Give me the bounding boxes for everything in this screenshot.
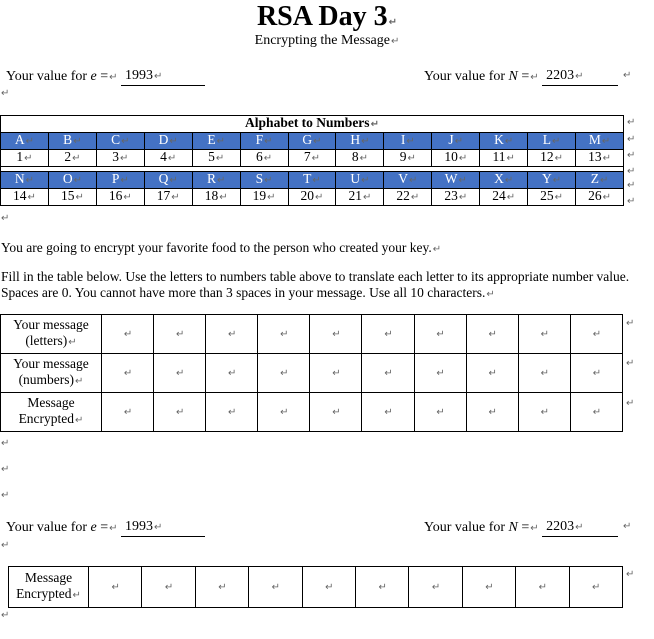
paragraph-mark: ↵ [264, 136, 273, 147]
alphabet-numbers-row-1 [1, 150, 624, 167]
alphabet-number-cell: 10↵ [432, 150, 480, 167]
encrypted-input-cell[interactable] [195, 567, 248, 608]
alphabet-letter-cell: V↵ [384, 172, 432, 189]
paragraph-mark: ↵ [626, 569, 635, 580]
paragraph-mark: ↵ [458, 175, 467, 186]
paragraph-mark: ↵ [264, 175, 273, 186]
paragraph-mark: ↵ [123, 192, 132, 203]
alphabet-number-cell: 24↵ [480, 189, 528, 206]
n-value-field-top[interactable]: 2203↵ [542, 68, 618, 86]
paragraph-mark: ↵ [436, 329, 445, 340]
message-input-cell[interactable] [154, 315, 206, 354]
alphabet-number-cell: 11↵ [480, 150, 528, 167]
paragraph-mark: ↵ [1, 464, 10, 475]
alphabet-letter-cell: Z↵ [576, 172, 624, 189]
message-input-cell[interactable] [258, 354, 310, 393]
paragraph-mark: ↵ [121, 136, 130, 147]
paragraph-mark: ↵ [592, 407, 602, 418]
e-value-field-top[interactable]: 1993↵ [121, 68, 205, 86]
message-input-cell[interactable] [102, 393, 154, 432]
paragraph-mark: ↵ [72, 590, 81, 601]
paragraph-mark: ↵ [454, 136, 464, 147]
paragraph-mark: ↵ [25, 136, 35, 147]
paragraph-mark: ↵ [436, 407, 445, 418]
paragraph-mark: ↵ [362, 192, 372, 203]
alphabet-letter-cell: S↵ [240, 172, 288, 189]
message-input-cell[interactable] [570, 315, 622, 354]
paragraph-mark: ↵ [506, 153, 515, 164]
paragraph-mark: ↵ [313, 136, 322, 147]
paragraph-mark: ↵ [228, 329, 237, 340]
paragraph-mark: ↵ [280, 407, 289, 418]
encrypted-table [8, 566, 623, 608]
paragraph-mark: ↵ [1, 490, 10, 501]
instruction-line-2: Fill in the table below. Use the letters to numbers table above to translate each letter to its appropriate number value. Spaces are 0. You cannot have more than 3 spaces in your message. Use all 10 characters.↵ [1, 269, 630, 300]
paragraph-mark: ↵ [216, 136, 225, 147]
paragraph-mark: ↵ [627, 180, 636, 191]
paragraph-mark: ↵ [169, 136, 178, 147]
paragraph-mark: ↵ [68, 337, 77, 348]
paragraph-mark: ↵ [359, 153, 368, 164]
encrypted-input-cell[interactable] [355, 567, 408, 608]
message-input-cell[interactable] [154, 393, 206, 432]
message-input-cell[interactable] [466, 315, 518, 354]
paragraph-mark: ↵ [458, 153, 468, 164]
encrypted-row-label: Message Encrypted↵ [9, 567, 89, 608]
message-input-cell[interactable] [362, 354, 414, 393]
e-value-line-bottom: Your value for e =↵ 1993↵ [6, 519, 205, 537]
message-input-cell[interactable] [310, 393, 362, 432]
alphabet-letter-cell: Y↵ [528, 172, 576, 189]
paragraph-mark: ↵ [592, 368, 602, 379]
paragraph-mark: ↵ [75, 415, 84, 426]
paragraph-mark: ↵ [280, 368, 289, 379]
alphabet-letter-cell: A↵ [1, 133, 49, 150]
message-input-cell[interactable] [518, 354, 570, 393]
paragraph-mark: ↵ [554, 153, 564, 164]
instruction-line-1: You are going to encrypt your favorite food to the person who created your key.↵ [1, 240, 442, 255]
encrypted-input-cell[interactable] [302, 567, 355, 608]
paragraph-mark: ↵ [325, 582, 334, 593]
paragraph-mark: ↵ [540, 407, 549, 418]
paragraph-mark: ↵ [175, 368, 185, 379]
paragraph-mark: ↵ [111, 582, 120, 593]
alphabet-number-cell: 15↵ [48, 189, 96, 206]
e-value-line-top: Your value for e =↵ 1993↵ [6, 68, 205, 86]
alphabet-number-cell: 16↵ [96, 189, 144, 206]
message-letters-row [1, 315, 623, 354]
message-input-cell[interactable] [466, 393, 518, 432]
paragraph-mark: ↵ [169, 175, 178, 186]
message-input-cell[interactable] [310, 315, 362, 354]
message-input-cell[interactable] [518, 315, 570, 354]
alphabet-letter-cell: C↵ [96, 133, 144, 150]
paragraph-mark: ↵ [431, 582, 441, 593]
paragraph-mark: ↵ [378, 582, 387, 593]
paragraph-mark: ↵ [409, 175, 418, 186]
paragraph-mark: ↵ [171, 192, 180, 203]
message-numbers-row [1, 354, 623, 393]
alphabet-letter-cell: G↵ [288, 133, 336, 150]
paragraph-mark: ↵ [592, 582, 601, 593]
alphabet-number-cell: 12↵ [528, 150, 576, 167]
alphabet-number-cell: 1↵ [1, 150, 49, 167]
paragraph-mark: ↵ [540, 329, 549, 340]
paragraph-mark: ↵ [1, 88, 10, 99]
paragraph-mark: ↵ [488, 329, 497, 340]
paragraph-mark: ↵ [228, 407, 237, 418]
paragraph-mark: ↵ [627, 134, 636, 145]
paragraph-mark: ↵ [384, 407, 393, 418]
alphabet-number-cell: 5↵ [192, 150, 240, 167]
alphabet-letter-cell: J↵ [432, 133, 480, 150]
alphabet-number-cell: 6↵ [240, 150, 288, 167]
paragraph-mark: ↵ [123, 329, 133, 340]
n-value-line-top: Your value for N =↵ 2203↵ [424, 68, 618, 86]
paragraph-mark: ↵ [25, 175, 35, 186]
alphabet-letter-cell: D↵ [144, 133, 192, 150]
paragraph-mark: ↵ [120, 175, 129, 186]
message-input-cell[interactable] [206, 315, 258, 354]
alphabet-number-cell: 14↵ [1, 189, 49, 206]
paragraph-mark: ↵ [627, 166, 636, 177]
alphabet-letter-cell: R↵ [192, 172, 240, 189]
encrypted-row [9, 567, 623, 608]
paragraph-mark: ↵ [554, 192, 564, 203]
alphabet-letter-cell: I↵ [384, 133, 432, 150]
paragraph-mark: ↵ [75, 192, 84, 203]
alphabet-letters-row-1 [1, 133, 624, 150]
message-input-cell[interactable] [414, 354, 466, 393]
paragraph-mark: ↵ [27, 192, 36, 203]
encrypted-input-cell[interactable] [516, 567, 569, 608]
alphabet-letter-cell: W↵ [432, 172, 480, 189]
paragraph-mark: ↵ [123, 407, 133, 418]
paragraph-mark: ↵ [361, 175, 370, 186]
paragraph-mark: ↵ [599, 175, 609, 186]
page-subtitle: Encrypting the Message↵ [254, 33, 400, 48]
alphabet-letter-cell: P↵ [96, 172, 144, 189]
paragraph-mark: ↵ [406, 136, 415, 147]
message-table [0, 314, 623, 432]
encrypted-input-cell[interactable] [142, 567, 195, 608]
alphabet-number-cell: 21↵ [336, 189, 384, 206]
page-title: RSA Day 3↵ [256, 1, 398, 32]
paragraph-mark: ↵ [1, 540, 10, 551]
paragraph-mark: ↵ [410, 192, 420, 203]
paragraph-mark: ↵ [1, 610, 10, 621]
message-input-cell[interactable] [362, 393, 414, 432]
paragraph-mark: ↵ [1, 213, 10, 224]
message-row-label: Your message (numbers)↵ [1, 354, 102, 393]
paragraph-mark: ↵ [538, 582, 548, 593]
n-value-field-bottom[interactable]: 2203↵ [542, 519, 618, 537]
alphabet-letter-cell: K↵ [480, 133, 528, 150]
paragraph-mark: ↵ [601, 136, 611, 147]
paragraph-mark: ↵ [1, 438, 10, 449]
paragraph-mark: ↵ [488, 407, 497, 418]
message-input-cell[interactable] [206, 393, 258, 432]
alphabet-letters-row-2 [1, 172, 624, 189]
alphabet-number-cell: 7↵ [288, 150, 336, 167]
paragraph-mark: ↵ [485, 582, 494, 593]
paragraph-mark: ↵ [623, 70, 632, 81]
paragraph-mark: ↵ [219, 192, 228, 203]
paragraph-mark: ↵ [218, 582, 227, 593]
paragraph-mark: ↵ [312, 175, 321, 186]
alphabet-letter-cell: N↵ [1, 172, 49, 189]
paragraph-mark: ↵ [75, 376, 84, 387]
alphabet-number-cell: 8↵ [336, 150, 384, 167]
paragraph-mark: ↵ [228, 368, 237, 379]
message-encrypted-row [1, 393, 623, 432]
message-input-cell[interactable] [258, 393, 310, 432]
alphabet-number-cell: 23↵ [432, 189, 480, 206]
paragraph-mark: ↵ [164, 582, 174, 593]
alphabet-number-cell: 4↵ [144, 150, 192, 167]
paragraph-mark: ↵ [24, 153, 33, 164]
alphabet-letter-cell: E↵ [192, 133, 240, 150]
paragraph-mark: ↵ [384, 368, 393, 379]
n-value-line-bottom: Your value for N =↵ 2203↵ [424, 519, 618, 537]
alphabet-number-cell: 18↵ [192, 189, 240, 206]
message-input-cell[interactable] [414, 315, 466, 354]
paragraph-mark: ↵ [504, 175, 514, 186]
alphabet-letter-cell: U↵ [336, 172, 384, 189]
paragraph-mark: ↵ [332, 368, 341, 379]
alphabet-number-cell: 26↵ [576, 189, 624, 206]
paragraph-mark: ↵ [361, 136, 370, 147]
paragraph-mark: ↵ [458, 192, 468, 203]
message-input-cell[interactable] [310, 354, 362, 393]
message-row-label: Your message (letters)↵ [1, 315, 102, 354]
paragraph-mark: ↵ [267, 192, 276, 203]
message-input-cell[interactable] [154, 354, 206, 393]
alphabet-letter-cell: T↵ [288, 172, 336, 189]
alphabet-number-cell: 19↵ [240, 189, 288, 206]
encrypted-input-cell[interactable] [409, 567, 462, 608]
message-input-cell[interactable] [362, 315, 414, 354]
alphabet-table-title: Alphabet to Numbers↵ [1, 116, 624, 133]
paragraph-mark: ↵ [488, 368, 497, 379]
paragraph-mark: ↵ [72, 153, 81, 164]
message-input-cell[interactable] [102, 354, 154, 393]
message-input-cell[interactable] [102, 315, 154, 354]
paragraph-mark: ↵ [73, 175, 82, 186]
paragraph-mark: ↵ [271, 582, 281, 593]
message-input-cell[interactable] [206, 354, 258, 393]
paragraph-mark: ↵ [216, 175, 226, 186]
paragraph-mark: ↵ [332, 407, 341, 418]
alphabet-number-cell: 3↵ [96, 150, 144, 167]
alphabet-letter-cell: Q↵ [144, 172, 192, 189]
alphabet-letter-cell: M↵ [576, 133, 624, 150]
paragraph-mark: ↵ [175, 329, 185, 340]
alphabet-number-cell: 25↵ [528, 189, 576, 206]
paragraph-mark: ↵ [602, 192, 611, 203]
e-value-field-bottom[interactable]: 1993↵ [121, 519, 205, 537]
paragraph-mark: ↵ [506, 192, 516, 203]
alphabet-table [0, 115, 624, 206]
paragraph-mark: ↵ [407, 153, 416, 164]
paragraph-mark: ↵ [623, 521, 632, 532]
message-input-cell[interactable] [466, 354, 518, 393]
message-row-label: Message Encrypted↵ [1, 393, 102, 432]
alphabet-letter-cell: B↵ [48, 133, 96, 150]
encrypted-input-cell[interactable] [462, 567, 515, 608]
paragraph-mark: ↵ [119, 153, 129, 164]
message-input-cell[interactable] [258, 315, 310, 354]
paragraph-mark: ↵ [602, 153, 611, 164]
paragraph-mark: ↵ [123, 368, 133, 379]
paragraph-mark: ↵ [167, 153, 177, 164]
paragraph-mark: ↵ [280, 329, 289, 340]
alphabet-letter-cell: O↵ [48, 172, 96, 189]
message-input-cell[interactable] [518, 393, 570, 432]
paragraph-mark: ↵ [552, 136, 561, 147]
message-input-cell[interactable] [570, 354, 622, 393]
encrypted-input-cell[interactable] [249, 567, 302, 608]
alphabet-letter-cell: L↵ [528, 133, 576, 150]
paragraph-mark: ↵ [332, 329, 341, 340]
paragraph-mark: ↵ [504, 136, 514, 147]
paragraph-mark: ↵ [626, 398, 635, 409]
alphabet-number-cell: 17↵ [144, 189, 192, 206]
alphabet-number-cell: 2↵ [48, 150, 96, 167]
paragraph-mark: ↵ [73, 136, 82, 147]
paragraph-mark: ↵ [175, 407, 185, 418]
paragraph-mark: ↵ [626, 318, 635, 329]
paragraph-mark: ↵ [592, 329, 602, 340]
alphabet-number-cell: 22↵ [384, 189, 432, 206]
alphabet-number-cell: 20↵ [288, 189, 336, 206]
paragraph-mark: ↵ [552, 175, 562, 186]
paragraph-mark: ↵ [215, 153, 225, 164]
paragraph-mark: ↵ [263, 153, 273, 164]
paragraph-mark: ↵ [540, 368, 549, 379]
paragraph-mark: ↵ [384, 329, 393, 340]
alphabet-number-cell: 9↵ [384, 150, 432, 167]
encrypted-input-cell[interactable] [569, 567, 622, 608]
alphabet-number-cell: 13↵ [576, 150, 624, 167]
paragraph-mark: ↵ [315, 192, 324, 203]
alphabet-numbers-row-2 [1, 189, 624, 206]
paragraph-mark: ↵ [627, 150, 636, 161]
paragraph-mark: ↵ [627, 117, 636, 128]
alphabet-letter-cell: H↵ [336, 133, 384, 150]
alphabet-letter-cell: F↵ [240, 133, 288, 150]
message-input-cell[interactable] [570, 393, 622, 432]
alphabet-letter-cell: X↵ [480, 172, 528, 189]
paragraph-mark: ↵ [627, 196, 636, 207]
paragraph-mark: ↵ [436, 368, 445, 379]
encrypted-input-cell[interactable] [89, 567, 142, 608]
message-input-cell[interactable] [414, 393, 466, 432]
paragraph-mark: ↵ [626, 358, 635, 369]
paragraph-mark: ↵ [311, 153, 321, 164]
